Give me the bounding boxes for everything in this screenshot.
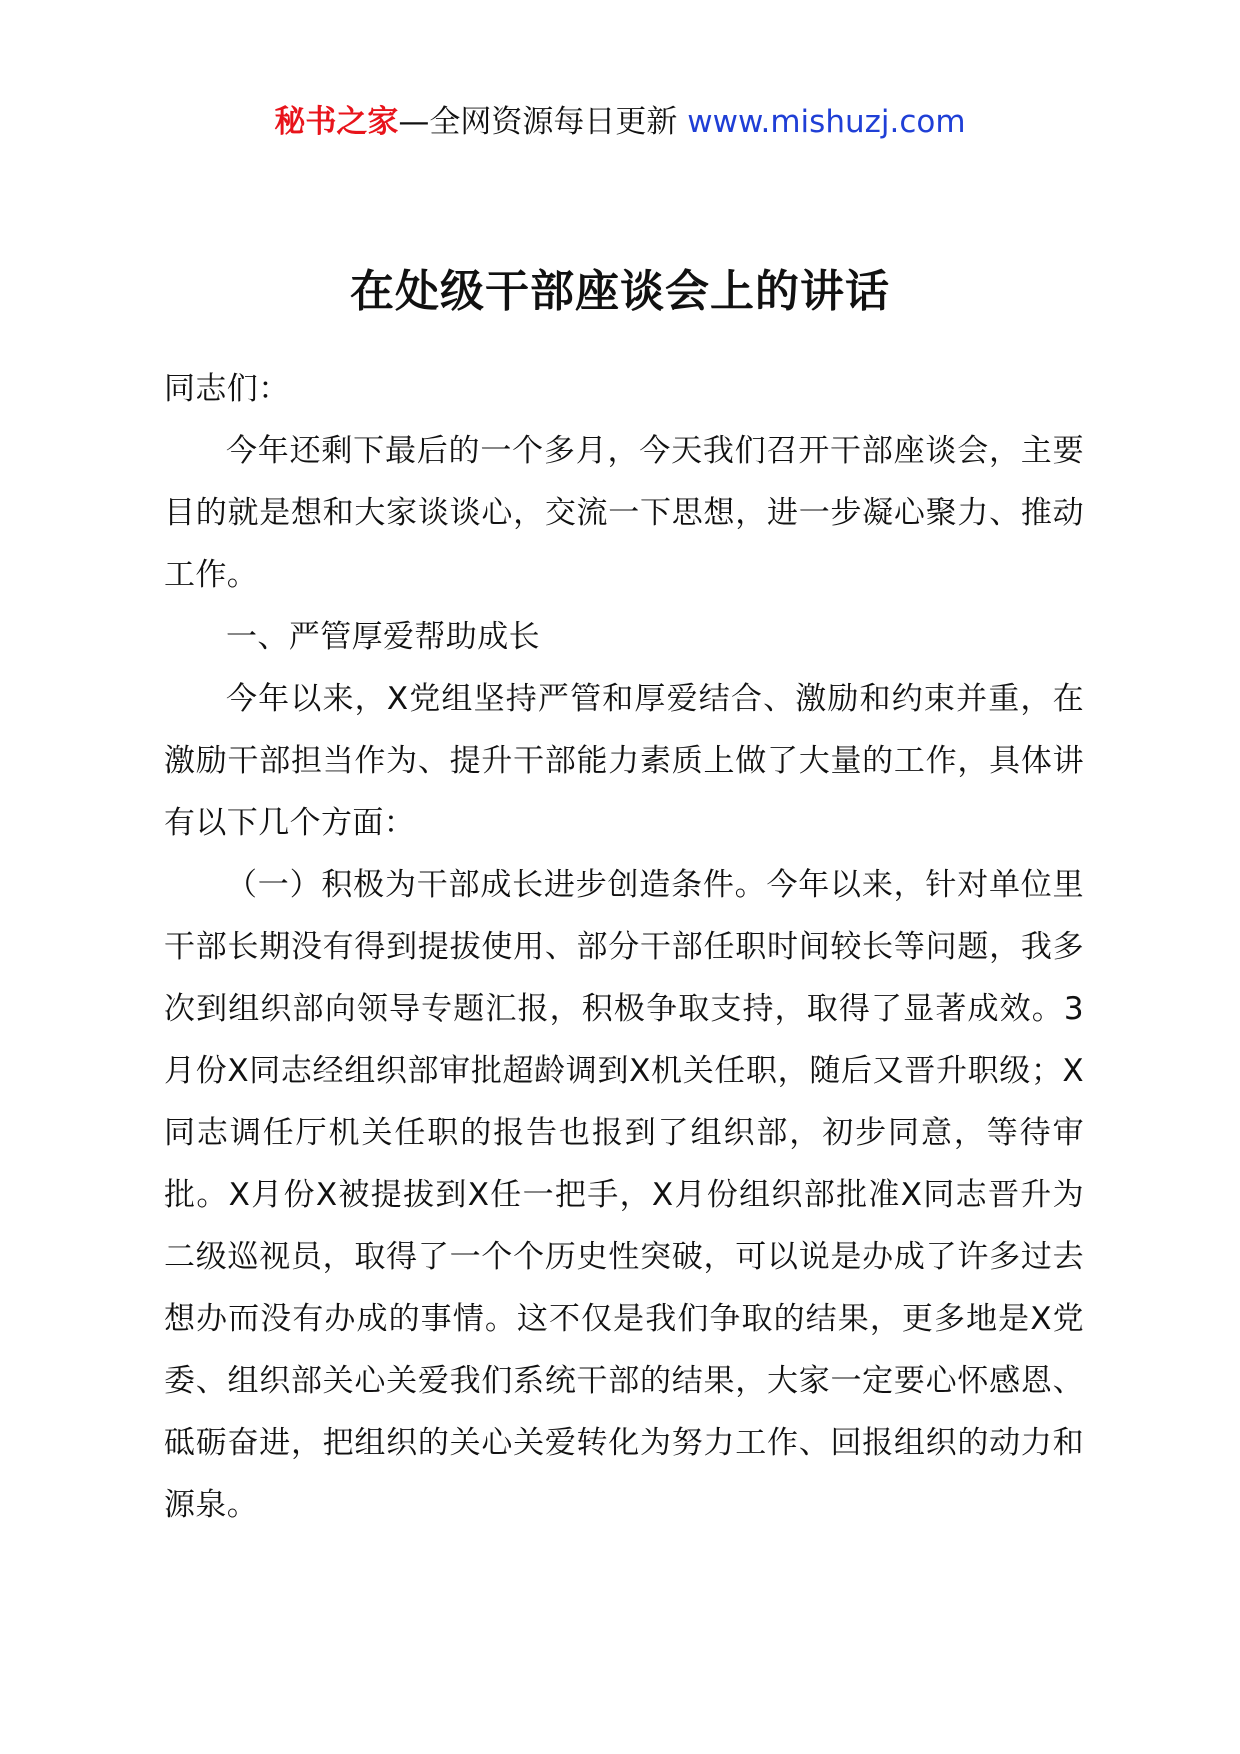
salutation: 同志们： [164, 371, 290, 407]
site-brand: 秘书之家 [274, 104, 399, 140]
paragraph-subsection-one: （一）积极为干部成长进步创造条件。今年以来，针对单位里干部长期没有得到提拔使用、部分干部任职时间较长等问题，我多次到组织部向领导专题汇报，积极争取支持，取得了显著成效。3月份X同志经组织部审批超龄调到X机关任职，随后又晋升职级；X同志调任厅机关任职的报告也报到了组织部，初步同意，等待审批。X月份X被提拔到X任一把手，X月份组织部批准X同志晋升为二级巡视员，取得了一个个历史性突破，可以说是办成了许多过去想办而没有办成的事情。这不仅是我们争取的结果，更多地是X党委、组织部关心关爱我们系统干部的结果，大家一定要心怀感恩、砥砺奋进，把组织的关心关爱转化为努力工作、回报组织的动力和源泉。 [164, 867, 1084, 1523]
site-header [0, 100, 1240, 144]
paragraph-overview: 今年以来，X党组坚持严管和厚爱结合、激励和约束并重，在激励干部担当作为、提升干部能力素质上做了大量的工作，具体讲有以下几个方面： [164, 681, 1084, 841]
section-heading: 一、严管厚爱帮助成长 [226, 619, 540, 655]
document-title: 在处级干部座谈会上的讲话 [350, 266, 890, 317]
site-url-link[interactable]: www.mishuzj.com [687, 104, 966, 140]
document-body [164, 358, 1084, 1536]
paragraph-intro: 今年还剩下最后的一个多月，今天我们召开干部座谈会，主要目的就是想和大家谈谈心，交流一下思想，进一步凝心聚力、推动工作。 [164, 433, 1084, 593]
site-tagline: —全网资源每日更新 [398, 104, 688, 140]
